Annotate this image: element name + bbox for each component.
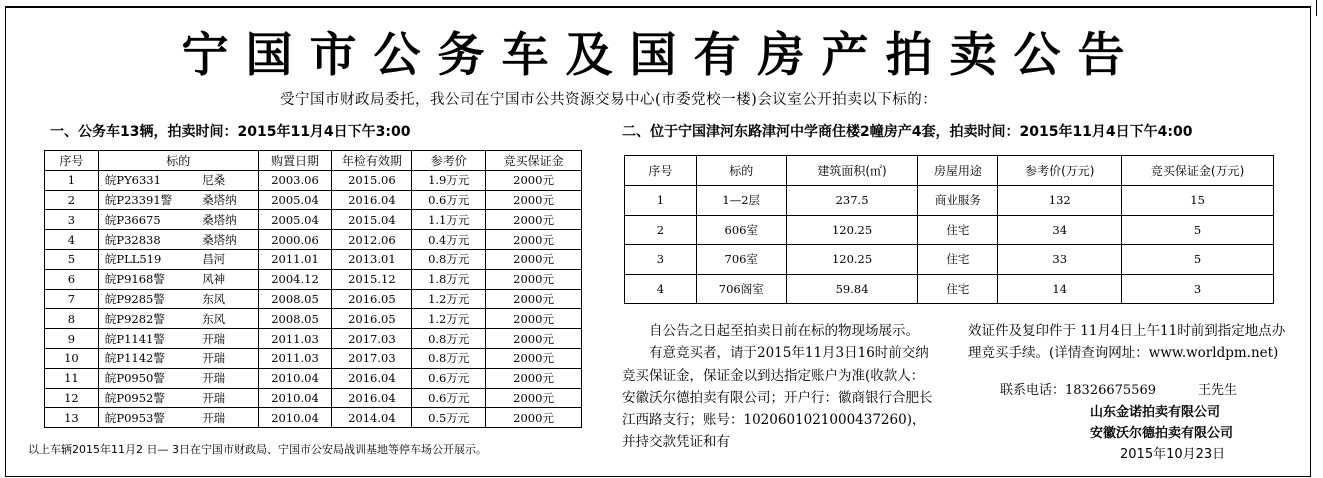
table-cell: 皖P1142警 bbox=[98, 348, 196, 368]
table-cell: 0.6万元 bbox=[412, 368, 486, 388]
table-cell: 8 bbox=[45, 309, 99, 329]
table-cell: 0.8万元 bbox=[412, 329, 486, 349]
table-cell: 开瑞 bbox=[196, 348, 258, 368]
table-cell: 59.84 bbox=[786, 274, 918, 304]
table-row bbox=[625, 186, 1274, 216]
table-cell: 1.9万元 bbox=[412, 170, 486, 190]
table-cell: 2 bbox=[625, 215, 697, 245]
table-cell: 皖P9285警 bbox=[98, 289, 196, 309]
table-cell: 桑塔纳 bbox=[196, 210, 258, 230]
table-cell: 住宅 bbox=[918, 215, 998, 245]
table-cell: 706阁室 bbox=[696, 274, 786, 304]
company-1: 山东金诺拍卖有限公司 bbox=[1090, 405, 1221, 420]
table-cell: 2000.06 bbox=[258, 230, 332, 250]
table-cell: 商业服务 bbox=[918, 186, 998, 216]
notice-date: 2015年10月23日 bbox=[1120, 447, 1226, 462]
table-cell: 皖PLL519 bbox=[98, 249, 196, 269]
table-cell: 皖P9168警 bbox=[98, 269, 196, 289]
table-cell: 桑塔纳 bbox=[196, 230, 258, 250]
table-row bbox=[45, 249, 582, 269]
table-cell: 2015.04 bbox=[332, 210, 412, 230]
column-header: 标的 bbox=[696, 156, 786, 186]
table-cell: 2016.04 bbox=[332, 388, 412, 408]
table-cell: 120.25 bbox=[786, 245, 918, 275]
vehicle-table bbox=[44, 150, 582, 428]
table-cell: 2 bbox=[45, 190, 99, 210]
table-row bbox=[45, 230, 582, 250]
table-cell: 2015.06 bbox=[332, 170, 412, 190]
table-cell: 3 bbox=[625, 245, 697, 275]
table-cell: 2000元 bbox=[486, 269, 582, 289]
table-cell: 2008.05 bbox=[258, 289, 332, 309]
divider bbox=[1316, 0, 1317, 16]
section2-heading: 二、位于宁国津河东路津河中学商住楼2幢房产4套，拍卖时间：2015年11月4日下午4:00 bbox=[622, 124, 1193, 140]
table-cell: 7 bbox=[45, 289, 99, 309]
column-header: 建筑面积(㎡) bbox=[786, 156, 918, 186]
table-cell: 2000元 bbox=[486, 210, 582, 230]
section1-heading: 一、公务车13辆，拍卖时间：2015年11月4日下午3:00 bbox=[50, 124, 411, 140]
column-header: 参考价 bbox=[412, 151, 486, 171]
table-cell: 5 bbox=[1122, 245, 1274, 275]
table-cell: 2016.05 bbox=[332, 289, 412, 309]
table-cell: 2003.06 bbox=[258, 170, 332, 190]
table-cell: 1.2万元 bbox=[412, 309, 486, 329]
table-cell: 9 bbox=[45, 329, 99, 349]
notice-title: 宁国市公务车及国有房产拍卖公告 bbox=[181, 28, 1142, 83]
table-cell: 2000元 bbox=[486, 408, 582, 428]
table-cell: 风神 bbox=[196, 269, 258, 289]
registration-paragraph: 效证件及复印件于 11月4日上午11时前到指定地点办理竞买手续。(详情查询网址：www.worldpm.net) bbox=[968, 323, 1286, 362]
table-cell: 3 bbox=[1122, 274, 1274, 304]
table-cell: 237.5 bbox=[786, 186, 918, 216]
table-cell: 皖P23391警 bbox=[98, 190, 196, 210]
table-cell: 2011.01 bbox=[258, 249, 332, 269]
table-cell: 2016.05 bbox=[332, 309, 412, 329]
table-cell: 2000元 bbox=[486, 368, 582, 388]
table-cell: 2011.03 bbox=[258, 329, 332, 349]
table-cell: 2014.04 bbox=[332, 408, 412, 428]
column-header: 序号 bbox=[45, 151, 99, 171]
table-row bbox=[45, 348, 582, 368]
table-row bbox=[45, 210, 582, 230]
table-row bbox=[45, 388, 582, 408]
table-cell: 桑塔纳 bbox=[196, 190, 258, 210]
table-cell: 2000元 bbox=[486, 249, 582, 269]
intro-text: 受宁国市财政局委托，我公司在宁国市公共资源交易中心(市委党校一楼)会议室公开拍卖以下标的： bbox=[280, 92, 938, 108]
column-header: 竞买保证金 bbox=[486, 151, 582, 171]
table-cell: 2010.04 bbox=[258, 368, 332, 388]
table-cell: 1.1万元 bbox=[412, 210, 486, 230]
table-cell: 6 bbox=[45, 269, 99, 289]
table-row bbox=[45, 269, 582, 289]
table-cell: 0.6万元 bbox=[412, 190, 486, 210]
company-2: 安徽沃尔德拍卖有限公司 bbox=[1090, 426, 1234, 441]
table-cell: 2004.12 bbox=[258, 269, 332, 289]
table-cell: 2000元 bbox=[486, 289, 582, 309]
table-cell: 尼桑 bbox=[196, 170, 258, 190]
table-cell: 2005.04 bbox=[258, 210, 332, 230]
table-cell: 皖P0950警 bbox=[98, 368, 196, 388]
table-cell: 2000元 bbox=[486, 309, 582, 329]
table-cell: 3 bbox=[45, 210, 99, 230]
column-header: 房屋用途 bbox=[918, 156, 998, 186]
table-row bbox=[45, 309, 582, 329]
table-row bbox=[625, 245, 1274, 275]
table-cell: 住宅 bbox=[918, 274, 998, 304]
table-cell: 2000元 bbox=[486, 329, 582, 349]
table-cell: 5 bbox=[45, 249, 99, 269]
table-row bbox=[45, 170, 582, 190]
table-cell: 昌河 bbox=[196, 249, 258, 269]
table-cell: 2016.04 bbox=[332, 190, 412, 210]
table-cell: 开瑞 bbox=[196, 329, 258, 349]
table-row bbox=[45, 289, 582, 309]
table-cell: 0.6万元 bbox=[412, 388, 486, 408]
table-row bbox=[45, 368, 582, 388]
contact-phone: 联系电话：18326675569 bbox=[1000, 383, 1156, 398]
table-cell: 2000元 bbox=[486, 190, 582, 210]
table-cell: 1 bbox=[45, 170, 99, 190]
table-cell: 13 bbox=[45, 408, 99, 428]
table-cell: 东风 bbox=[196, 309, 258, 329]
table-cell: 1 bbox=[625, 186, 697, 216]
table-row bbox=[625, 274, 1274, 304]
table-cell: 14 bbox=[998, 274, 1122, 304]
display-note: 以上车辆2015年11月2 日— 3日在宁国市财政局、宁国市公安局战训基地等停车场公开展示。 bbox=[28, 443, 487, 456]
table-cell: 开瑞 bbox=[196, 368, 258, 388]
table-cell: 2000元 bbox=[486, 170, 582, 190]
table-cell: 2008.05 bbox=[258, 309, 332, 329]
table-cell: 2012.06 bbox=[332, 230, 412, 250]
table-cell: 33 bbox=[998, 245, 1122, 275]
table-row bbox=[45, 329, 582, 349]
table-cell: 皖PY6331 bbox=[98, 170, 196, 190]
contact-name: 王先生 bbox=[1198, 383, 1238, 398]
table-cell: 皖P0952警 bbox=[98, 388, 196, 408]
table-cell: 11 bbox=[45, 368, 99, 388]
column-header: 竞买保证金(万元) bbox=[1122, 156, 1274, 186]
table-cell: 开瑞 bbox=[196, 388, 258, 408]
column-header: 序号 bbox=[625, 156, 697, 186]
table-cell: 0.8万元 bbox=[412, 249, 486, 269]
table-cell: 2010.04 bbox=[258, 388, 332, 408]
table-cell: 皖P0953警 bbox=[98, 408, 196, 428]
table-cell: 皖P36675 bbox=[98, 210, 196, 230]
table-cell: 1—2层 bbox=[696, 186, 786, 216]
table-cell: 0.8万元 bbox=[412, 348, 486, 368]
display-paragraph: 自公告之日起至拍卖日前在标的物现场展示。 bbox=[649, 323, 919, 339]
table-cell: 皖P32838 bbox=[98, 230, 196, 250]
table-cell: 0.4万元 bbox=[412, 230, 486, 250]
table-cell: 4 bbox=[45, 230, 99, 250]
table-cell: 东风 bbox=[196, 289, 258, 309]
table-cell: 120.25 bbox=[786, 215, 918, 245]
property-table bbox=[624, 155, 1274, 304]
table-cell: 开瑞 bbox=[196, 408, 258, 428]
table-cell: 1.2万元 bbox=[412, 289, 486, 309]
table-cell: 2005.04 bbox=[258, 190, 332, 210]
body-left-column bbox=[622, 320, 934, 454]
column-header: 标的 bbox=[98, 151, 258, 171]
table-cell: 2015.12 bbox=[332, 269, 412, 289]
table-row bbox=[45, 190, 582, 210]
table-cell: 10 bbox=[45, 348, 99, 368]
table-cell: 2017.03 bbox=[332, 329, 412, 349]
table-cell: 2000元 bbox=[486, 348, 582, 368]
column-header: 参考价(万元) bbox=[998, 156, 1122, 186]
table-cell: 2013.01 bbox=[332, 249, 412, 269]
table-cell: 皖P9282警 bbox=[98, 309, 196, 329]
deposit-paragraph: 有意竞买者，请于2015年11月3日16时前交纳竞买保证金，保证金以到达指定账户为准(收款人：安徽沃尔德拍卖有限公司；开户行：徽商银行合肥长江西路支行；账号：1020601021000437260)，并持交款凭证和有 bbox=[622, 345, 933, 451]
table-cell: 4 bbox=[625, 274, 697, 304]
table-cell: 5 bbox=[1122, 215, 1274, 245]
table-cell: 2016.04 bbox=[332, 368, 412, 388]
table-cell: 15 bbox=[1122, 186, 1274, 216]
table-cell: 2000元 bbox=[486, 230, 582, 250]
table-cell: 12 bbox=[45, 388, 99, 408]
table-cell: 706室 bbox=[696, 245, 786, 275]
table-cell: 1.8万元 bbox=[412, 269, 486, 289]
table-cell: 2000元 bbox=[486, 388, 582, 408]
table-cell: 0.5万元 bbox=[412, 408, 486, 428]
table-cell: 132 bbox=[998, 186, 1122, 216]
table-cell: 皖P1141警 bbox=[98, 329, 196, 349]
table-cell: 2017.03 bbox=[332, 348, 412, 368]
table-row bbox=[45, 408, 582, 428]
table-cell: 2010.04 bbox=[258, 408, 332, 428]
table-cell: 住宅 bbox=[918, 245, 998, 275]
table-row bbox=[625, 215, 1274, 245]
table-cell: 606室 bbox=[696, 215, 786, 245]
table-cell: 2011.03 bbox=[258, 348, 332, 368]
column-header: 年检有效期 bbox=[332, 151, 412, 171]
body-right-column bbox=[968, 320, 1290, 365]
column-header: 购置日期 bbox=[258, 151, 332, 171]
table-cell: 34 bbox=[998, 215, 1122, 245]
